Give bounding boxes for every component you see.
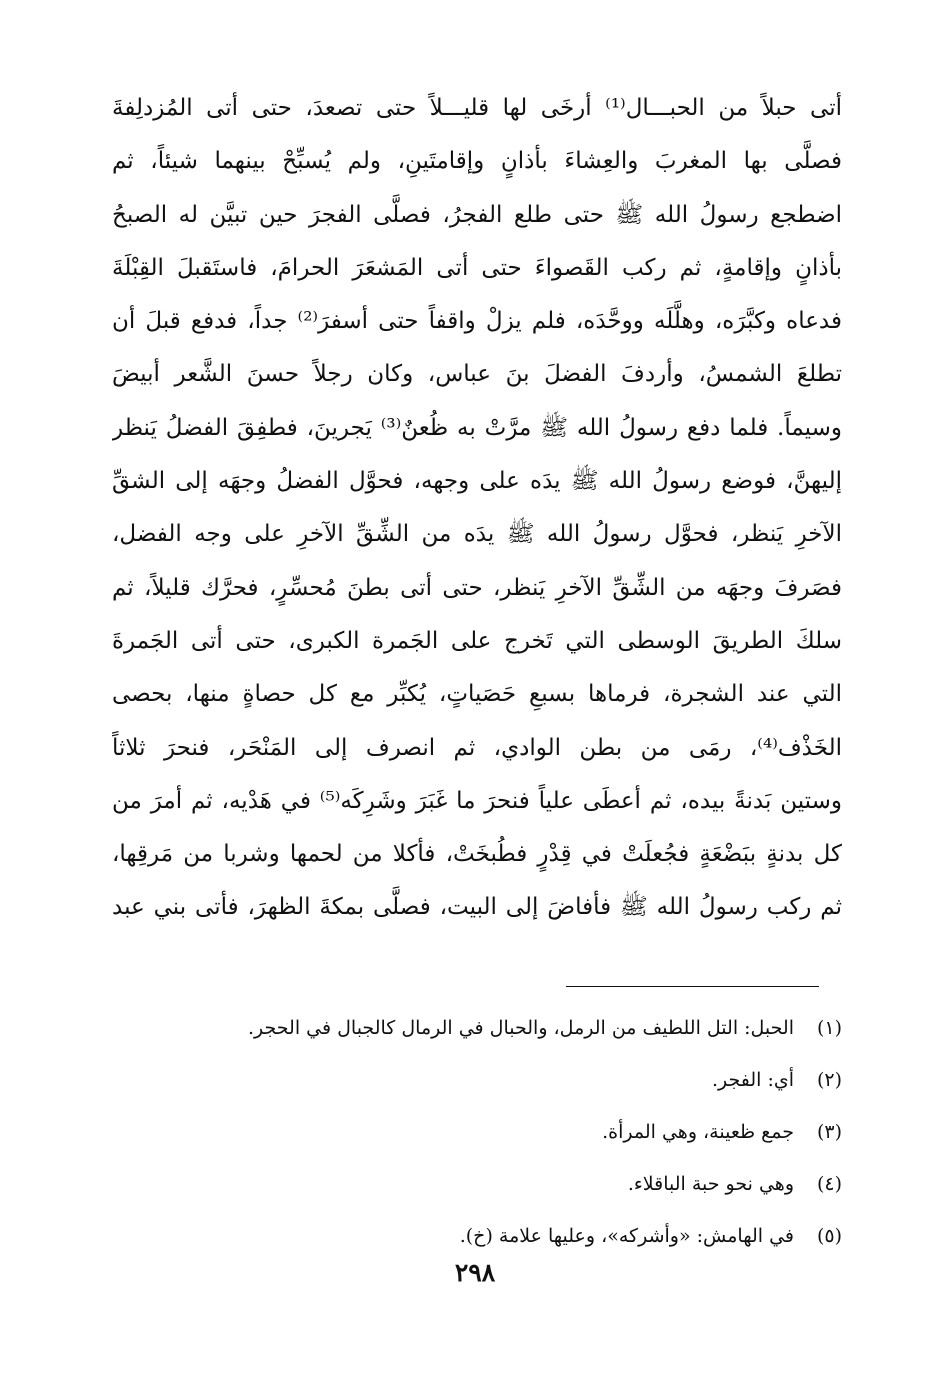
body-line: ثم ركب رسولُ الله ﷺ فأفاضَ إلى البيت، فصلَّى بمكةَ الظهرَ، فأتى بني عبد: [112, 894, 842, 921]
body-line: أتى حبلاً من الحبـــال⁽¹⁾ أرخَى لها قليـــلاً حتى تصعدَ، حتى أتى المُزدلِفةَ: [112, 95, 842, 121]
body-line: الخَذْف⁽⁴⁾، رمَى من بطن الوادي، ثم انصرف إلى المَنْحَر، فنحرَ ثلاثاً: [112, 734, 842, 761]
footnote-item: [112, 1210, 842, 1262]
body-line: كل بدنةٍ ببَضْعَةٍ فجُعلَتْ في قِدْرٍ فطُبخَتْ، فأكلا من لحمها وشربا من مَرقِها،: [112, 841, 842, 868]
body-line: تطلعَ الشمسُ، وأردفَ الفضلَ بنَ عباس، وكان رجلاً حسنَ الشَّعر أبيضَ: [112, 361, 842, 388]
footnote-text: في الهامش: «وأشركه»، وعليها علامة (خ).: [459, 1225, 794, 1247]
footnotes: [112, 1002, 842, 1262]
page-number: ٢٩٨: [454, 1258, 496, 1287]
footnote-text: الحبل: التل اللطيف من الرمل، والحبال في الرمال كالجبال في الحجر.: [247, 1017, 794, 1039]
body-text: [112, 82, 842, 935]
body-line: فصَرفَ وجهَه من الشِّقِّ الآخرِ يَنظر، حتى أتى بطنَ مُحسِّرٍ، فحرَّك قليلاً، ثم: [112, 574, 842, 601]
body-line: الآخرِ يَنظر، فحوَّل رسولُ الله ﷺ يدَه من الشِّقِّ الآخرِ على وجه الفضل،: [112, 521, 842, 548]
body-line: وستين بَدنةً بيده، ثم أعطَى علياً فنحرَ ما غَبَرَ وشَرِكَه⁽⁵⁾ في هَدْيه، ثم أمرَ من: [112, 787, 842, 814]
footnote-number: (٣): [816, 1121, 842, 1143]
footnote-number: (١): [816, 1017, 842, 1039]
footnote-number: (٤): [816, 1173, 842, 1195]
body-line: سلكَ الطريقَ الوسطى التي تَخرج على الجَمرة الكبرى، حتى أتى الجَمرةَ: [112, 627, 842, 654]
footnote-item: [112, 1002, 842, 1054]
body-line: وسيماً. فلما دفع رسولُ الله ﷺ مرَّتْ به ظُعنٌ⁽³⁾ يَجرينَ، فطفِقَ الفضلُ يَنظر: [112, 414, 842, 441]
footnote-number: (٢): [816, 1069, 842, 1091]
body-line: إليهنَّ، فوضع رسولُ الله ﷺ يدَه على وجهه، فحوَّل الفضلُ وجهَه إلى الشقِّ: [112, 468, 842, 495]
footnote-separator: [566, 986, 819, 987]
footnote-item: [112, 1158, 842, 1210]
footnote-text: وهي نحو حبة الباقلاء.: [627, 1173, 794, 1195]
body-line: اضطجع رسولُ الله ﷺ حتى طلع الفجرُ، فصلَّى الفجرَ حين تبيَّن له الصبحُ: [112, 201, 842, 228]
footnote-number: (٥): [816, 1225, 842, 1247]
body-line: التي عند الشجرة، فرماها بسبعِ حَصَياتٍ، يُكبِّر مع كل حصاةٍ منها، بحصى: [112, 681, 842, 708]
body-line: فصلَّى بها المغربَ والعِشاءَ بأذانٍ وإقامتَينِ، ولم يُسبِّحْ بينهما شيئاً، ثم: [112, 148, 842, 175]
footnote-item: [112, 1054, 842, 1106]
footnote-text: جمع ظعينة، وهي المرأة.: [602, 1121, 794, 1143]
body-line: بأذانٍ وإقامةٍ، ثم ركب القَصواءَ حتى أتى المَشعَرَ الحرامَ، فاستَقبلَ القِبْلَةَ: [112, 254, 842, 281]
footnote-text: أي: الفجر.: [711, 1069, 794, 1091]
footnote-item: [112, 1106, 842, 1158]
body-line: فدعاه وكبَّرَه، وهلَّلَه ووحَّدَه، فلم يزلْ واقفاً حتى أسفرَ⁽²⁾ جداً، فدفع قبلَ أن: [112, 308, 842, 335]
